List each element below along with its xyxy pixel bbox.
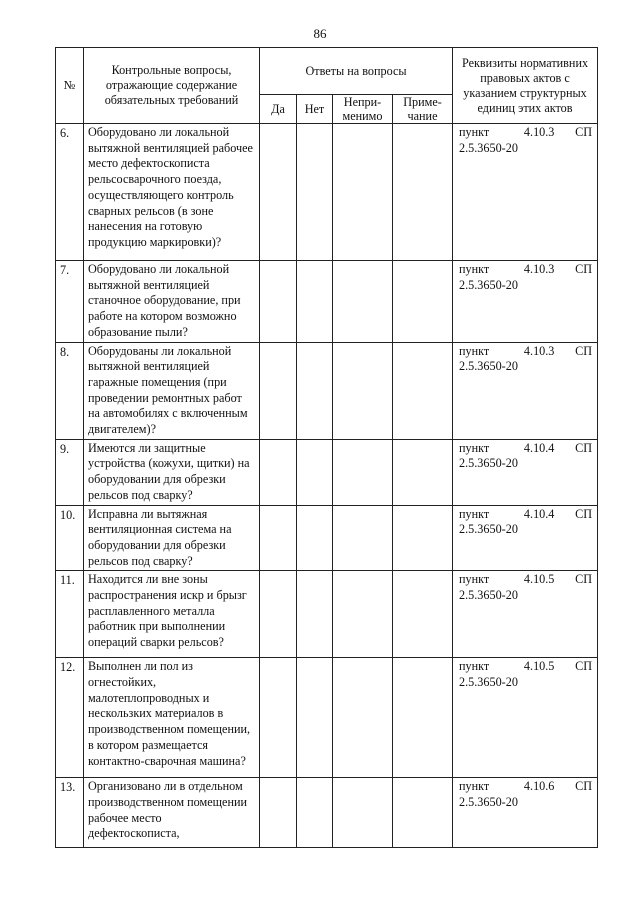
answer-no-cell[interactable] bbox=[297, 658, 333, 778]
row-question: Организовано ли в отдельном производственном помещении рабочее место дефектоскописта, bbox=[84, 778, 260, 848]
row-number: 12. bbox=[56, 658, 84, 778]
ref-point: 4.10.3 bbox=[523, 125, 555, 139]
row-number: 8. bbox=[56, 342, 84, 439]
row-number: 10. bbox=[56, 505, 84, 571]
ref-point: 4.10.5 bbox=[523, 659, 555, 674]
answer-yes-cell[interactable] bbox=[260, 124, 297, 261]
ref-sp: СП bbox=[575, 125, 592, 139]
answer-not-applicable-cell[interactable] bbox=[333, 439, 393, 505]
table-row bbox=[56, 778, 598, 848]
table-row bbox=[56, 505, 598, 571]
ref-word: пункт bbox=[459, 125, 490, 139]
page-number: 86 bbox=[313, 26, 327, 41]
ref-code: 2.5.3650-20 bbox=[459, 522, 518, 537]
note-cell[interactable] bbox=[393, 505, 453, 571]
answer-not-applicable-cell[interactable] bbox=[333, 505, 393, 571]
ref-point: 4.10.4 bbox=[523, 440, 555, 455]
row-number: 7. bbox=[56, 261, 84, 343]
ref-point: 4.10.6 bbox=[523, 779, 555, 794]
ref-word: пункт bbox=[459, 659, 490, 674]
answer-yes-cell[interactable] bbox=[260, 342, 297, 439]
ref-point: 4.10.5 bbox=[523, 572, 555, 587]
table-row bbox=[56, 439, 598, 505]
ref-code: 2.5.3650-20 bbox=[459, 359, 518, 374]
row-requisites bbox=[453, 505, 598, 571]
ref-code: 2.5.3650-20 bbox=[459, 456, 518, 471]
checklist-table bbox=[55, 47, 598, 848]
ref-sp: СП bbox=[575, 262, 592, 276]
answer-yes-cell[interactable] bbox=[260, 778, 297, 848]
answer-not-applicable-cell[interactable] bbox=[333, 124, 393, 261]
table-row bbox=[56, 658, 598, 778]
row-requisites bbox=[453, 571, 598, 658]
table-row bbox=[56, 124, 598, 261]
answer-no-cell[interactable] bbox=[297, 124, 333, 261]
ref-sp: СП bbox=[575, 779, 592, 794]
row-question: Находится ли вне зоны распространения искр и брызг расплавленного металла работник при выполнении операций сварки рельсов? bbox=[84, 571, 260, 658]
header-yes: Да bbox=[260, 95, 297, 124]
table-row bbox=[56, 261, 598, 343]
row-question: Имеются ли защитные устройства (кожухи, щитки) на оборудовании для обрезки рельсов под сварку? bbox=[84, 439, 260, 505]
ref-point: 4.10.4 bbox=[523, 506, 555, 521]
row-question: Исправна ли вытяжная вентиляционная система на оборудовании для обрезки рельсов под сварку? bbox=[84, 505, 260, 571]
ref-code: 2.5.3650-20 bbox=[459, 587, 518, 602]
ref-sp: СП bbox=[575, 343, 592, 358]
answer-not-applicable-cell[interactable] bbox=[333, 658, 393, 778]
answer-yes-cell[interactable] bbox=[260, 439, 297, 505]
row-number: 13. bbox=[56, 778, 84, 848]
answer-yes-cell[interactable] bbox=[260, 658, 297, 778]
header-not-applicable: Непри-менимо bbox=[333, 95, 393, 124]
note-cell[interactable] bbox=[393, 342, 453, 439]
answer-no-cell[interactable] bbox=[297, 439, 333, 505]
row-question: Оборудованы ли локальной вытяжной вентиляцией гаражные помещения (при проведении ремонтных работ на автомобилях с включенным двигателем)? bbox=[84, 342, 260, 439]
row-requisites bbox=[453, 342, 598, 439]
row-number: 9. bbox=[56, 439, 84, 505]
ref-code: 2.5.3650-20 bbox=[459, 277, 518, 292]
answer-yes-cell[interactable] bbox=[260, 261, 297, 343]
row-requisites bbox=[453, 658, 598, 778]
answer-yes-cell[interactable] bbox=[260, 505, 297, 571]
header-note: Приме-чание bbox=[393, 95, 453, 124]
ref-sp: СП bbox=[575, 659, 592, 674]
note-cell[interactable] bbox=[393, 261, 453, 343]
ref-word: пункт bbox=[459, 779, 490, 794]
ref-code: 2.5.3650-20 bbox=[459, 674, 518, 689]
answer-no-cell[interactable] bbox=[297, 778, 333, 848]
row-number: 11. bbox=[56, 571, 84, 658]
answer-not-applicable-cell[interactable] bbox=[333, 342, 393, 439]
note-cell[interactable] bbox=[393, 439, 453, 505]
ref-sp: СП bbox=[575, 572, 592, 587]
answer-no-cell[interactable] bbox=[297, 571, 333, 658]
note-cell[interactable] bbox=[393, 124, 453, 261]
header-number: № bbox=[56, 48, 84, 124]
row-question: Оборудовано ли локальной вытяжной вентиляцией станочное оборудование, при работе на котором возможно образование пыли? bbox=[84, 261, 260, 343]
table-row bbox=[56, 342, 598, 439]
answer-no-cell[interactable] bbox=[297, 505, 333, 571]
answer-no-cell[interactable] bbox=[297, 342, 333, 439]
answer-not-applicable-cell[interactable] bbox=[333, 261, 393, 343]
ref-word: пункт bbox=[459, 572, 490, 587]
row-requisites bbox=[453, 439, 598, 505]
ref-sp: СП bbox=[575, 506, 592, 521]
note-cell[interactable] bbox=[393, 658, 453, 778]
ref-code: 2.5.3650-20 bbox=[459, 794, 518, 809]
ref-word: пункт bbox=[459, 343, 490, 358]
ref-word: пункт bbox=[459, 506, 490, 521]
note-cell[interactable] bbox=[393, 778, 453, 848]
header-answers: Ответы на вопросы bbox=[260, 48, 453, 95]
row-question: Выполнен ли пол из огнестойких, малотеплопроводных и нескользких материалов в производственном помещении, в котором размещается контактно-сварочная машина? bbox=[84, 658, 260, 778]
ref-code: 2.5.3650-20 bbox=[459, 140, 518, 155]
row-number: 6. bbox=[56, 124, 84, 261]
header-requisites: Реквизиты нормативних правовых актов с указанием структурных единиц этих актов bbox=[453, 48, 598, 124]
answer-not-applicable-cell[interactable] bbox=[333, 778, 393, 848]
answer-not-applicable-cell[interactable] bbox=[333, 571, 393, 658]
ref-word: пункт bbox=[459, 262, 490, 276]
answer-yes-cell[interactable] bbox=[260, 571, 297, 658]
row-question: Оборудовано ли локальной вытяжной вентиляцией рабочее место дефектоскописта рельсосварочного поезда, осуществляющего контроль сварных рельсов (в зоне нанесения на готовую продукцию маркировки)? bbox=[84, 124, 260, 261]
row-requisites bbox=[453, 124, 598, 261]
header-questions: Контрольные вопросы, отражающие содержание обязательных требований bbox=[84, 48, 260, 124]
row-requisites bbox=[453, 261, 598, 343]
header-row bbox=[56, 48, 598, 95]
header-no: Нет bbox=[297, 95, 333, 124]
ref-point: 4.10.3 bbox=[523, 343, 555, 358]
note-cell[interactable] bbox=[393, 571, 453, 658]
ref-point: 4.10.3 bbox=[523, 262, 555, 276]
table-row bbox=[56, 571, 598, 658]
answer-no-cell[interactable] bbox=[297, 261, 333, 343]
ref-sp: СП bbox=[575, 440, 592, 455]
row-requisites bbox=[453, 778, 598, 848]
ref-word: пункт bbox=[459, 440, 490, 455]
